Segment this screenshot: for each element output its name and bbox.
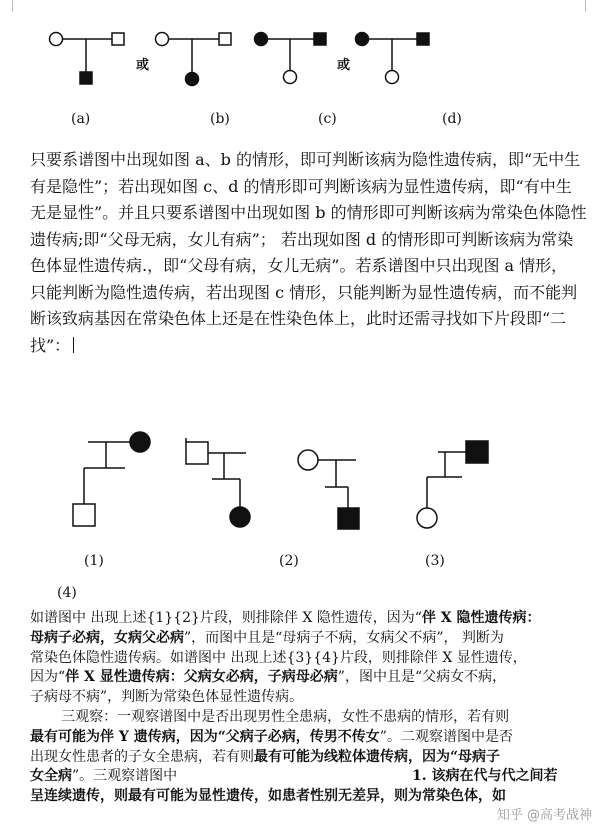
- text-run: 如谱图中 出现上述{1}{2}片段，则排除伴 X 隐性遗传，因为“: [30, 610, 422, 626]
- text-cursor: [73, 337, 74, 353]
- para2-line: 子病母不病”，判断为常染色体显性遗传病。: [30, 689, 304, 706]
- text-run: 出现女性患者的子女全患病，若有则: [30, 748, 254, 765]
- daughter-unaffected: [284, 71, 297, 84]
- para2-line: [30, 728, 575, 748]
- father-unaffected: [112, 33, 124, 45]
- caption-c: (c): [318, 111, 337, 127]
- bold-text-run: 女全病: [30, 768, 72, 785]
- text-run: ”。二观察谱图中是否: [379, 728, 513, 745]
- caption-b: (b): [210, 111, 230, 127]
- mother-affected: [130, 432, 150, 452]
- caption-d: (d): [442, 111, 462, 127]
- daughter-unaffected: [417, 508, 437, 528]
- para1-line: 遗传病;即“父母无病，女儿有病”； 若出现如图 d 的情形即可判断该病为常染: [30, 229, 574, 249]
- para1-line: 只要系谱图中出现如图 a、b 的情形，即可判断该病为隐性遗传病，即“无中生: [30, 150, 581, 169]
- bold-text-run: 最有可能为伴 Y 遗传病，因为“父病子必病，传男不传女: [30, 728, 380, 745]
- explanation-paragraph-1: [30, 147, 587, 359]
- son-affected: [80, 72, 92, 84]
- pedigree-figures-top: [0, 0, 600, 110]
- pedigree-figures-middle: [0, 420, 600, 620]
- pedigree-3: [298, 450, 359, 529]
- bold-text-run: 最有可能为线粒体遗传病，因为“母病子: [254, 748, 501, 765]
- text-run: ”，图中且是“父病女不病，: [337, 669, 507, 686]
- pedigree-1: [73, 432, 150, 526]
- father-unaffected: [186, 442, 208, 464]
- text-run: ”。三观察谱图中: [72, 768, 178, 785]
- para2-line: [30, 767, 575, 787]
- or-label-1: 或: [136, 58, 150, 73]
- para1-line: 有是隐性”；若出现如图 c、d 的情形即可判断该病为显性遗传病，即“有中生: [30, 176, 572, 196]
- para2-line: [30, 748, 575, 768]
- bold-text-run: 伴 X 隐性遗传病：: [421, 610, 541, 626]
- father-affected: [314, 33, 326, 45]
- bold-text-run: 伴 X 显性遗传病：父病女必病，子病母必病: [65, 669, 338, 686]
- pedigree-b: [156, 33, 232, 86]
- para1-line: 断该致病基因在常染色体上还是在性染色体上，此时还需寻找如下片段即“二: [30, 309, 567, 328]
- pedigree-2: [186, 438, 250, 527]
- or-label-2: 或: [337, 58, 351, 73]
- para2-line: [30, 668, 575, 688]
- caption-2: (2): [279, 553, 299, 569]
- mother-unaffected: [298, 450, 318, 470]
- bold-text-run: 1. 该病在代与代之间若: [412, 768, 558, 785]
- father-unaffected: [219, 33, 231, 45]
- watermark: 知乎 @高考战神: [496, 808, 592, 823]
- mother-affected: [356, 33, 369, 46]
- father-affected: [466, 441, 488, 463]
- bold-text-run: 母病子必病，女病父必病: [30, 629, 184, 646]
- pedigree-c: [255, 33, 327, 84]
- caption-4: (4): [57, 585, 77, 601]
- mother-unaffected: [50, 33, 63, 46]
- text-run: ”，而图中且是“母病子不病，女病父不病”， 判断为: [184, 629, 504, 646]
- daughter-affected: [186, 73, 199, 86]
- para1-line-last: [30, 333, 575, 360]
- para1-line: 无是显性”。并且只要系谱图中出现如图 b 的情形即可判断该病为常染色体隐性: [30, 203, 587, 222]
- bold-text-run: 呈连续遗传，则最有可能为显性遗传，如患者性别无差异，则为常染色体，如: [30, 788, 506, 805]
- daughter-affected: [230, 507, 250, 527]
- para1-line: 找”：: [30, 335, 71, 355]
- pedigree-4: [417, 441, 488, 528]
- para2-line: [30, 787, 575, 807]
- pedigree-a: [50, 33, 125, 85]
- explanation-paragraph-2: [30, 609, 575, 807]
- mother-unaffected: [156, 33, 169, 46]
- para2-line: [30, 609, 575, 629]
- para2-line: 常染色体隐性遗传病。如谱图中 出现上述{3}{4}片段，则排除伴 X 显性遗传，: [30, 649, 527, 666]
- caption-a: (a): [71, 111, 91, 127]
- caption-3: (3): [425, 553, 445, 569]
- text-run: 因为“: [30, 669, 66, 686]
- daughter-unaffected: [386, 71, 399, 84]
- son-unaffected: [73, 504, 95, 526]
- para1-line: 只能判断为隐性遗传病，若出现图 c 情形，只能判断为显性遗传病，而不能判: [30, 282, 578, 302]
- caption-1: (1): [84, 553, 104, 569]
- para2-line: [30, 629, 575, 649]
- son-affected: [338, 508, 359, 529]
- pedigree-d: [356, 33, 430, 84]
- para1-line: 色体显性遗传病.，即“父母有病，女儿无病”。若系谱图中只出现图 a 情形，: [30, 256, 568, 275]
- para2-line: 三观察：一观察谱图中是否出现男性全患病，女性不患病的情形，若有则: [30, 708, 510, 725]
- father-affected: [417, 33, 429, 45]
- mother-affected: [255, 33, 268, 46]
